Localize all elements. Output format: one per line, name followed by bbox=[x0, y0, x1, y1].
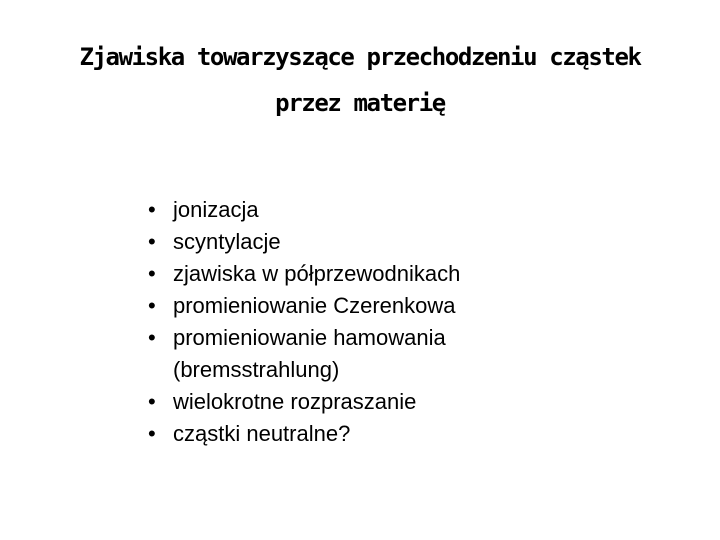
slide-title-line-2: przez materię bbox=[275, 89, 445, 117]
bullet-text-continuation: (bremsstrahlung) bbox=[173, 357, 340, 382]
bullet-dot-icon: • bbox=[148, 261, 156, 286]
bullet-text: scyntylacje bbox=[173, 229, 281, 254]
bullet-text: promieniowanie hamowania bbox=[173, 325, 446, 350]
bullet-item-cherenkov bbox=[148, 290, 688, 322]
bullet-item-multiple-scattering bbox=[148, 386, 688, 418]
bullet-dot-icon: • bbox=[148, 293, 156, 318]
bullet-text: wielokrotne rozpraszanie bbox=[173, 389, 417, 414]
bullet-dot-icon: • bbox=[148, 229, 156, 254]
bullet-dot-icon: • bbox=[148, 197, 156, 222]
bullet-text: cząstki neutralne? bbox=[173, 421, 351, 446]
bullet-text: zjawiska w półprzewodnikach bbox=[173, 261, 461, 286]
bullet-item-scintillation bbox=[148, 226, 688, 258]
bullet-item-neutral-particles bbox=[148, 418, 688, 450]
bullet-list bbox=[148, 194, 688, 450]
bullet-dot-icon: • bbox=[148, 325, 156, 350]
bullet-text: promieniowanie Czerenkowa bbox=[173, 293, 456, 318]
bullet-dot-icon: • bbox=[148, 389, 156, 414]
bullet-item-ionization bbox=[148, 194, 688, 226]
bullet-item-bremsstrahlung bbox=[148, 322, 688, 386]
bullet-text: jonizacja bbox=[173, 197, 259, 222]
slide-title bbox=[20, 34, 700, 126]
slide-title-line-1: Zjawiska towarzyszące przechodzeniu cząstek bbox=[79, 43, 641, 71]
bullet-item-semiconductors bbox=[148, 258, 688, 290]
bullet-dot-icon: • bbox=[148, 421, 156, 446]
